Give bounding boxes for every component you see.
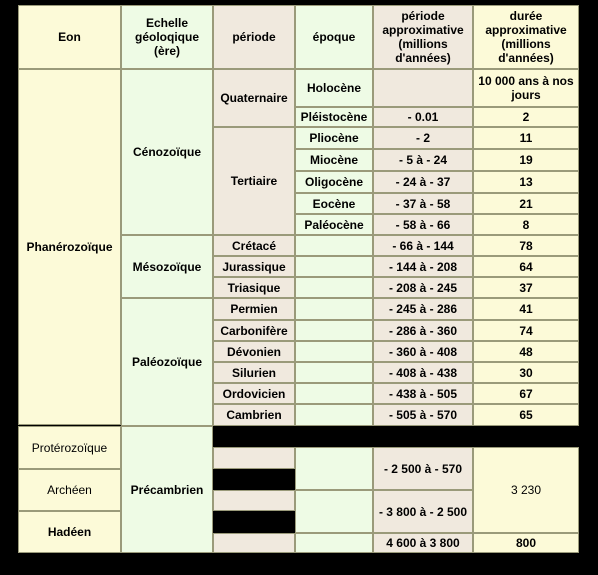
eon-hadeen: Hadéen: [18, 511, 121, 553]
duration-triasique: 37: [473, 277, 579, 298]
duration-holocene: 10 000 ans à nos jours: [473, 69, 579, 107]
epoch-empty: [295, 533, 373, 553]
range-miocene: - 5 à - 24: [373, 149, 473, 171]
header-approx-period: période approximative (millions d'années): [373, 5, 473, 69]
period-devonien: Dévonien: [213, 341, 295, 362]
epoch-empty: [295, 256, 373, 277]
epoch-empty: [295, 320, 373, 341]
epoch-miocene: Miocène: [295, 149, 373, 171]
header-period: période: [213, 5, 295, 69]
duration-jurassique: 64: [473, 256, 579, 277]
black-cell: [213, 511, 295, 533]
period-carbonifere: Carbonifère: [213, 320, 295, 341]
epoch-pleistocene: Pléistocène: [295, 107, 373, 127]
epoch-empty: [295, 341, 373, 362]
duration-cambrien: 65: [473, 404, 579, 426]
period-ordovicien: Ordovicien: [213, 383, 295, 404]
header-era: Echelle géoloqique (ère): [121, 5, 213, 69]
range-pliocene: - 2: [373, 127, 473, 149]
period-quaternaire: Quaternaire: [213, 69, 295, 127]
duration-miocene: 19: [473, 149, 579, 171]
duration-pleistocene: 2: [473, 107, 579, 127]
range-devonien: - 360 à - 408: [373, 341, 473, 362]
period-empty: [213, 490, 295, 511]
range-hadeen: 4 600 à 3 800: [373, 533, 473, 553]
period-empty: [213, 447, 295, 469]
period-tertiaire: Tertiaire: [213, 127, 295, 235]
epoch-empty: [295, 490, 373, 533]
period-cambrien: Cambrien: [213, 404, 295, 426]
era-precambrien: Précambrien: [121, 426, 213, 553]
duration-devonien: 48: [473, 341, 579, 362]
epoch-holocene: Holocène: [295, 69, 373, 107]
period-permien: Permien: [213, 298, 295, 320]
range-pleistocene: - 0.01: [373, 107, 473, 127]
epoch-pliocene: Pliocène: [295, 127, 373, 149]
duration-oligocene: 13: [473, 171, 579, 193]
range-paleocene: - 58 à - 66: [373, 214, 473, 235]
era-cenozoique: Cénozoïque: [121, 69, 213, 235]
period-cretace: Crétacé: [213, 235, 295, 256]
period-triasique: Triasique: [213, 277, 295, 298]
epoch-oligocene: Oligocène: [295, 171, 373, 193]
header-duration: durée approximative (millions d'années): [473, 5, 579, 69]
epoch-empty: [295, 383, 373, 404]
duration-cretace: 78: [473, 235, 579, 256]
range-eocene: - 37 à - 58: [373, 193, 473, 214]
duration-pliocene: 11: [473, 127, 579, 149]
epoch-empty: [295, 447, 373, 490]
duration-hadeen: 800: [473, 533, 579, 553]
range-cretace: - 66 à - 144: [373, 235, 473, 256]
range-oligocene: - 24 à - 37: [373, 171, 473, 193]
duration-eocene: 21: [473, 193, 579, 214]
range-silurien: - 408 à - 438: [373, 362, 473, 383]
duration-permien: 41: [473, 298, 579, 320]
range-cambrien: - 505 à - 570: [373, 404, 473, 426]
epoch-paleocene: Paléocène: [295, 214, 373, 235]
epoch-empty: [295, 298, 373, 320]
duration-ordovicien: 67: [473, 383, 579, 404]
eon-phanerozoique: Phanérozoïque: [18, 69, 121, 425]
eon-proterozoique: Protérozoïque: [18, 426, 121, 469]
range-permien: - 245 à - 286: [373, 298, 473, 320]
epoch-empty: [295, 277, 373, 298]
header-eon: Eon: [18, 5, 121, 69]
epoch-empty: [295, 404, 373, 426]
eon-archeen: Archéen: [18, 469, 121, 511]
duration-proterozoique-archeen: 3 230: [473, 447, 579, 533]
era-mesozoique: Mésozoïque: [121, 235, 213, 298]
header-epoch: époque: [295, 5, 373, 69]
duration-silurien: 30: [473, 362, 579, 383]
epoch-empty: [295, 235, 373, 256]
duration-paleocene: 8: [473, 214, 579, 235]
range-ordovicien: - 438 à - 505: [373, 383, 473, 404]
range-proterozoique: - 2 500 à - 570: [373, 447, 473, 490]
black-band: [213, 426, 579, 447]
range-triasique: - 208 à - 245: [373, 277, 473, 298]
period-jurassique: Jurassique: [213, 256, 295, 277]
epoch-empty: [295, 362, 373, 383]
duration-carbonifere: 74: [473, 320, 579, 341]
range-carbonifere: - 286 à - 360: [373, 320, 473, 341]
period-silurien: Silurien: [213, 362, 295, 383]
range-archeen: - 3 800 à - 2 500: [373, 490, 473, 533]
range-jurassique: - 144 à - 208: [373, 256, 473, 277]
era-paleozoique: Paléozoïque: [121, 298, 213, 426]
black-cell: [213, 469, 295, 490]
epoch-eocene: Eocène: [295, 193, 373, 214]
range-holocene: [373, 69, 473, 107]
period-empty: [213, 533, 295, 553]
